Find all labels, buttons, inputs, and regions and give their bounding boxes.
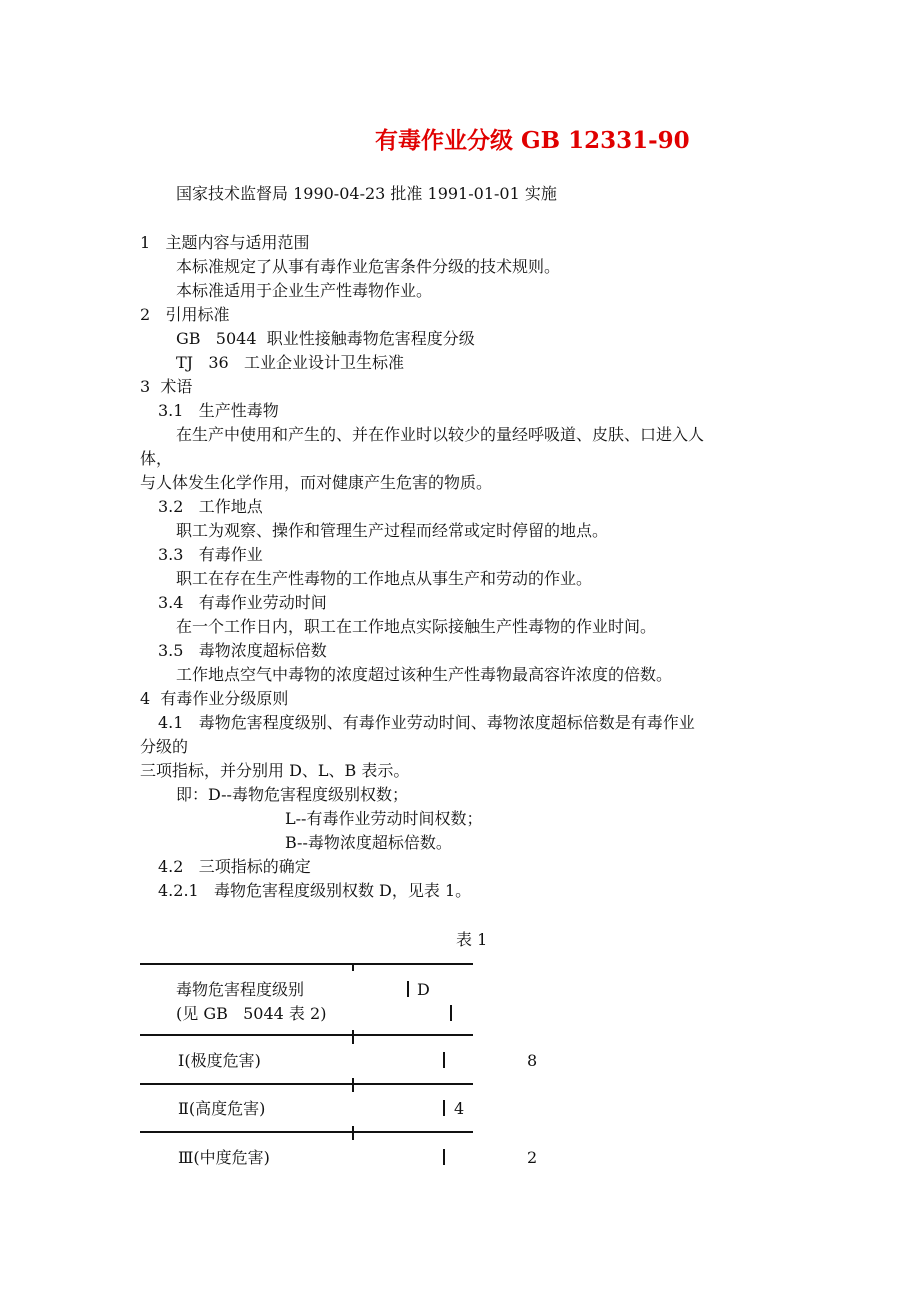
section-3-5-heading: 3.5 毒物浓度超标倍数	[158, 641, 327, 660]
table-cell-value: 4	[454, 1099, 465, 1118]
table-header-level-line-1: 毒物危害程度级别	[176, 980, 305, 999]
table-column-divider	[450, 1005, 452, 1021]
section-4-2-heading: 4.2 三项指标的确定	[158, 857, 311, 876]
section-3-5-paragraph: 工作地点空气中毒物的浓度超过该种生产性毒物最高容许浓度的倍数。	[176, 665, 673, 684]
section-3-2-paragraph: 职工为观察、操作和管理生产过程而经常或定时停留的地点。	[176, 521, 609, 540]
table-cell-level: Ⅱ(高度危害)	[178, 1099, 266, 1118]
table-cell-value: 8	[527, 1051, 538, 1070]
document-title: 有毒作业分级 GB 12331-90	[375, 127, 690, 154]
approval-line: 国家技术监督局 1990-04-23 批准 1991-01-01 实施	[176, 184, 557, 203]
reference-tj-36: TJ 36 工业企业设计卫生标准	[176, 353, 404, 372]
table-cell-level: Ⅰ(极度危害)	[178, 1051, 261, 1070]
section-3-1-line-3: 与人体发生化学作用，而对健康产生危害的物质。	[140, 473, 493, 492]
table-rule-tick	[352, 1030, 354, 1044]
section-3-heading: 3 术语	[140, 377, 193, 396]
table-rule-tick	[352, 963, 354, 971]
section-3-3-heading: 3.3 有毒作业	[158, 545, 263, 564]
section-3-1-line-2: 体，	[140, 449, 173, 468]
table-cell-value: 2	[527, 1148, 538, 1167]
section-3-2-heading: 3.2 工作地点	[158, 497, 263, 516]
table-rule-row	[140, 1131, 473, 1133]
section-4-1-line-3: 三项指标，并分别用 D、L、B 表示。	[140, 761, 410, 780]
section-3-1-line-1: 在生产中使用和产生的、并在作业时以较少的量经呼吸道、皮肤、口进入人	[176, 425, 705, 444]
table-1-caption: 表 1	[456, 930, 488, 949]
table-column-divider	[407, 981, 409, 997]
section-1-paragraph-2: 本标准适用于企业生产性毒物作业。	[176, 281, 433, 300]
table-rule-top	[140, 963, 473, 965]
definition-l: L--有毒作业劳动时间权数；	[285, 809, 483, 828]
section-1-paragraph-1: 本标准规定了从事有毒作业危害条件分级的技术规则。	[176, 257, 561, 276]
table-rule-row	[140, 1083, 473, 1085]
section-4-heading: 4 有毒作业分级原则	[140, 689, 289, 708]
table-column-divider	[443, 1052, 445, 1068]
definition-d: 即：D--毒物危害程度级别权数；	[176, 785, 408, 804]
section-4-1-line-2: 分级的	[140, 737, 189, 756]
table-header-level-line-2: (见 GB 5044 表 2)	[176, 1004, 327, 1023]
section-3-1-heading: 3.1 生产性毒物	[158, 401, 279, 420]
reference-gb-5044: GB 5044 职业性接触毒物危害程度分级	[176, 329, 475, 348]
section-1-heading: 1 主题内容与适用范围	[140, 233, 310, 252]
table-header-d: D	[417, 980, 430, 999]
section-3-4-paragraph: 在一个工作日内，职工在工作地点实际接触生产性毒物的作业时间。	[176, 617, 657, 636]
table-rule-tick	[352, 1126, 354, 1140]
section-2-heading: 2 引用标准	[140, 305, 230, 324]
table-rule-tick	[352, 1078, 354, 1092]
table-column-divider	[443, 1100, 445, 1116]
section-3-3-paragraph: 职工在存在生产性毒物的工作地点从事生产和劳动的作业。	[176, 569, 593, 588]
table-column-divider	[443, 1149, 445, 1165]
section-4-2-1-line: 4.2.1 毒物危害程度级别权数 D，见表 1。	[158, 881, 472, 900]
definition-b: B--毒物浓度超标倍数。	[285, 833, 452, 852]
section-3-4-heading: 3.4 有毒作业劳动时间	[158, 593, 327, 612]
section-4-1-line-1: 4.1 毒物危害程度级别、有毒作业劳动时间、毒物浓度超标倍数是有毒作业	[158, 713, 695, 732]
table-rule-header	[140, 1034, 473, 1036]
table-cell-level: Ⅲ(中度危害)	[178, 1148, 270, 1167]
